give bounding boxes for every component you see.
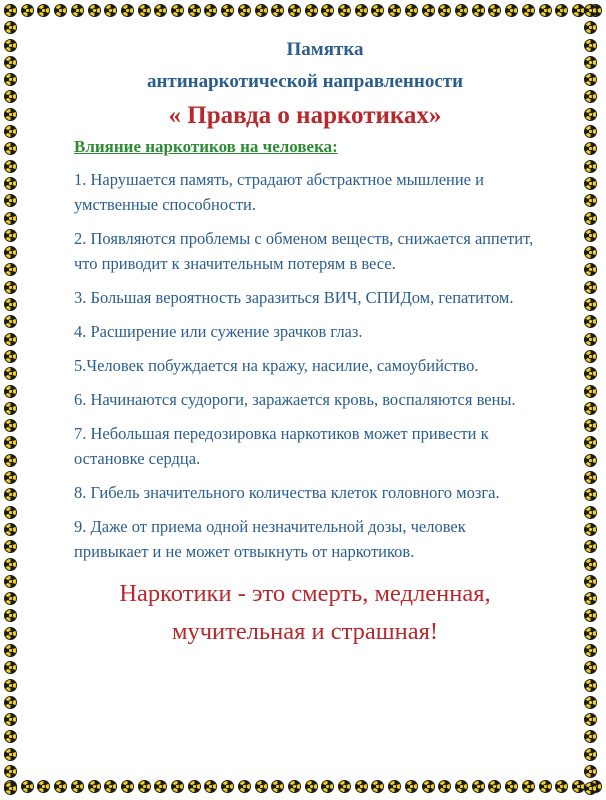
- list-item: 4. Расширение или сужение зрачков глаз.: [74, 322, 363, 341]
- closing-line-2: мучительная и страшная!: [171, 618, 439, 645]
- radiation-icon: [438, 780, 451, 793]
- title-line-3: « Правда о наркотиках»: [168, 102, 442, 129]
- radiation-icon: [584, 730, 597, 743]
- list-item: 1. Нарушается память, страдают абстрактное мышление и умственные способности.: [74, 170, 484, 214]
- radiation-icon: [371, 780, 384, 793]
- radiation-icon: [584, 436, 597, 449]
- radiation-icon: [584, 56, 597, 69]
- radiation-icon: [4, 696, 17, 709]
- radiation-icon: [584, 454, 597, 467]
- title-line-1: Памятка: [286, 39, 364, 60]
- radiation-icon: [4, 661, 17, 674]
- list-item: 2. Появляются проблемы с обменом веществ, снижается аппетит, что приводит к значительным потерям в весе.: [74, 229, 534, 273]
- list-item: 3. Большая вероятность заразиться ВИЧ, СПИДом, гепатитом.: [74, 288, 514, 307]
- radiation-icon: [154, 780, 167, 793]
- radiation-icon: [255, 780, 268, 793]
- radiation-icon: [584, 419, 597, 432]
- radiation-icon: [584, 350, 597, 363]
- radiation-icon: [422, 780, 435, 793]
- radiation-icon: [271, 4, 284, 17]
- radiation-icon: [4, 730, 17, 743]
- radiation-icon: [584, 661, 597, 674]
- radiation-icon: [54, 4, 67, 17]
- radiation-icon: [488, 4, 501, 17]
- radiation-icon: [104, 780, 117, 793]
- radiation-icon: [584, 385, 597, 398]
- radiation-icon: [584, 315, 597, 328]
- radiation-icon: [138, 4, 151, 17]
- radiation-icon: [522, 780, 535, 793]
- radiation-icon: [584, 782, 597, 795]
- radiation-icon: [21, 780, 34, 793]
- radiation-icon: [584, 627, 597, 640]
- radiation-icon: [584, 90, 597, 103]
- radiation-icon: [584, 177, 597, 190]
- closing-slogan: [70, 576, 540, 650]
- radiation-icon: [204, 780, 217, 793]
- radiation-icon: [4, 748, 17, 761]
- radiation-icon: [584, 402, 597, 415]
- radiation-icon: [584, 540, 597, 553]
- radiation-icon: [455, 4, 468, 17]
- radiation-icon: [4, 540, 17, 553]
- radiation-icon: [584, 298, 597, 311]
- radiation-icon: [4, 471, 17, 484]
- radiation-icon: [584, 263, 597, 276]
- radiation-icon: [4, 644, 17, 657]
- radiation-icon: [455, 780, 468, 793]
- title-line-2: антинаркотической направленности: [146, 71, 464, 92]
- radiation-icon: [4, 385, 17, 398]
- radiation-icon: [121, 780, 134, 793]
- radiation-icon: [221, 780, 234, 793]
- radiation-icon: [584, 281, 597, 294]
- radiation-icon: [4, 627, 17, 640]
- radiation-icon: [4, 419, 17, 432]
- radiation-icon: [4, 281, 17, 294]
- radiation-icon: [584, 160, 597, 173]
- radiation-icon: [4, 765, 17, 778]
- list-item: 7. Небольшая передозировка наркотиков может привести к остановке сердца.: [74, 424, 489, 468]
- radiation-icon: [584, 333, 597, 346]
- radiation-icon: [121, 4, 134, 17]
- radiation-icon: [584, 609, 597, 622]
- radiation-icon: [584, 558, 597, 571]
- radiation-icon: [54, 780, 67, 793]
- radiation-icon: [288, 4, 301, 17]
- radiation-icon: [4, 177, 17, 190]
- radiation-icon: [584, 21, 597, 34]
- radiation-icon: [4, 575, 17, 588]
- radiation-icon: [584, 246, 597, 259]
- border-top: [0, 4, 606, 22]
- radiation-icon: [4, 263, 17, 276]
- radiation-icon: [522, 4, 535, 17]
- radiation-icon: [4, 142, 17, 155]
- radiation-icon: [4, 21, 17, 34]
- radiation-icon: [584, 748, 597, 761]
- radiation-icon: [4, 56, 17, 69]
- border-right: [584, 0, 602, 800]
- radiation-icon: [4, 194, 17, 207]
- radiation-icon: [584, 592, 597, 605]
- radiation-icon: [584, 39, 597, 52]
- radiation-icon: [584, 575, 597, 588]
- radiation-icon: [584, 644, 597, 657]
- radiation-icon: [584, 212, 597, 225]
- radiation-icon: [221, 4, 234, 17]
- radiation-icon: [584, 108, 597, 121]
- radiation-icon: [584, 471, 597, 484]
- radiation-icon: [321, 780, 334, 793]
- radiation-icon: [4, 212, 17, 225]
- radiation-icon: [584, 696, 597, 709]
- radiation-icon: [37, 780, 50, 793]
- radiation-icon: [138, 780, 151, 793]
- radiation-icon: [4, 350, 17, 363]
- radiation-icon: [4, 246, 17, 259]
- radiation-icon: [539, 780, 552, 793]
- radiation-icon: [505, 780, 518, 793]
- radiation-icon: [584, 765, 597, 778]
- radiation-icon: [4, 782, 17, 795]
- radiation-icon: [584, 73, 597, 86]
- radiation-icon: [488, 780, 501, 793]
- radiation-icon: [188, 4, 201, 17]
- radiation-icon: [572, 780, 585, 793]
- radiation-icon: [21, 4, 34, 17]
- radiation-icon: [584, 142, 597, 155]
- radiation-icon: [171, 4, 184, 17]
- radiation-icon: [4, 39, 17, 52]
- radiation-icon: [572, 4, 585, 17]
- radiation-icon: [4, 592, 17, 605]
- radiation-icon: [238, 780, 251, 793]
- radiation-icon: [4, 609, 17, 622]
- radiation-icon: [338, 780, 351, 793]
- radiation-icon: [4, 4, 17, 17]
- radiation-icon: [4, 229, 17, 242]
- radiation-icon: [288, 780, 301, 793]
- radiation-icon: [4, 73, 17, 86]
- radiation-icon: [4, 523, 17, 536]
- radiation-icon: [584, 523, 597, 536]
- radiation-icon: [584, 679, 597, 692]
- radiation-icon: [4, 558, 17, 571]
- radiation-icon: [204, 4, 217, 17]
- radiation-icon: [584, 125, 597, 138]
- radiation-icon: [388, 780, 401, 793]
- radiation-icon: [539, 4, 552, 17]
- section-title: Влияние наркотиков на человека:: [74, 137, 338, 156]
- list-item: 8. Гибель значительного количества клеток головного мозга.: [74, 483, 500, 502]
- radiation-icon: [88, 780, 101, 793]
- radiation-icon: [37, 4, 50, 17]
- border-bottom: [0, 780, 606, 798]
- radiation-icon: [4, 125, 17, 138]
- radiation-icon: [71, 4, 84, 17]
- radiation-icon: [584, 506, 597, 519]
- radiation-icon: [584, 488, 597, 501]
- radiation-icon: [338, 4, 351, 17]
- list-item: 6. Начинаются судороги, заражается кровь, воспаляются вены.: [74, 390, 516, 409]
- radiation-icon: [305, 780, 318, 793]
- closing-line-1: Наркотики - это смерть, медленная,: [119, 580, 491, 607]
- list-item: 9. Даже от приема одной незначительной дозы, человек привыкает и не может отвыкнуть от наркотиков.: [74, 517, 466, 561]
- radiation-icon: [355, 4, 368, 17]
- radiation-icon: [4, 402, 17, 415]
- radiation-icon: [584, 713, 597, 726]
- radiation-icon: [171, 780, 184, 793]
- radiation-icon: [472, 780, 485, 793]
- radiation-icon: [4, 506, 17, 519]
- radiation-icon: [4, 367, 17, 380]
- radiation-icon: [4, 436, 17, 449]
- radiation-icon: [321, 4, 334, 17]
- radiation-icon: [305, 4, 318, 17]
- radiation-icon: [4, 333, 17, 346]
- radiation-icon: [584, 367, 597, 380]
- radiation-icon: [371, 4, 384, 17]
- list-item: 5.Человек побуждается на кражу, насилие, самоубийство.: [74, 356, 479, 375]
- radiation-icon: [555, 780, 568, 793]
- radiation-icon: [188, 780, 201, 793]
- radiation-icon: [4, 315, 17, 328]
- radiation-icon: [584, 4, 597, 17]
- radiation-icon: [4, 160, 17, 173]
- radiation-icon: [555, 4, 568, 17]
- radiation-icon: [355, 780, 368, 793]
- flyer-content: [70, 38, 540, 650]
- radiation-icon: [271, 780, 284, 793]
- radiation-icon: [584, 194, 597, 207]
- radiation-icon: [505, 4, 518, 17]
- radiation-icon: [4, 108, 17, 121]
- radiation-icon: [405, 4, 418, 17]
- radiation-icon: [4, 713, 17, 726]
- radiation-icon: [104, 4, 117, 17]
- radiation-icon: [472, 4, 485, 17]
- border-left: [4, 0, 22, 800]
- radiation-icon: [405, 780, 418, 793]
- radiation-icon: [71, 780, 84, 793]
- radiation-icon: [154, 4, 167, 17]
- radiation-icon: [88, 4, 101, 17]
- radiation-icon: [584, 229, 597, 242]
- radiation-icon: [4, 298, 17, 311]
- radiation-icon: [388, 4, 401, 17]
- radiation-icon: [422, 4, 435, 17]
- radiation-icon: [4, 454, 17, 467]
- radiation-icon: [438, 4, 451, 17]
- radiation-icon: [4, 90, 17, 103]
- radiation-icon: [238, 4, 251, 17]
- radiation-icon: [4, 679, 17, 692]
- radiation-icon: [4, 488, 17, 501]
- radiation-icon: [255, 4, 268, 17]
